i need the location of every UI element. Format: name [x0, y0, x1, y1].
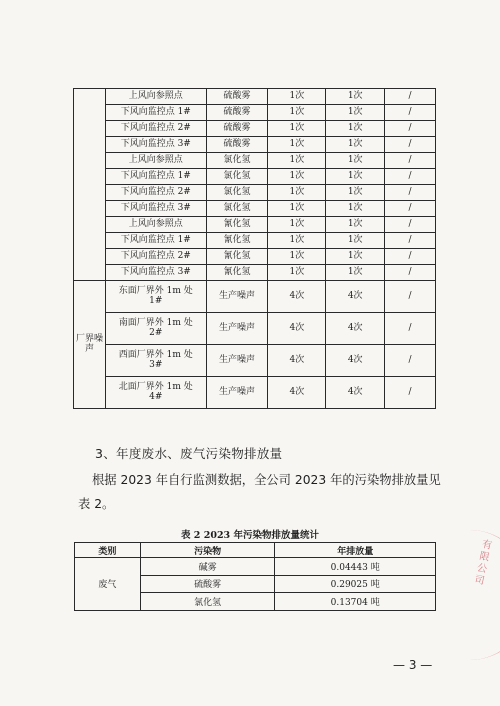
pollutant: 氯化氢 — [140, 593, 275, 611]
planned-frequency: 4次 — [268, 377, 326, 409]
pollutant: 氯化氢 — [206, 185, 268, 201]
point-line-2: 4# — [149, 391, 163, 402]
table-row — [74, 265, 436, 281]
monitoring-frequency-table — [73, 88, 436, 409]
table-row — [74, 249, 436, 265]
planned-frequency: 1次 — [268, 265, 326, 281]
note: / — [385, 265, 436, 281]
category-cell — [74, 89, 106, 281]
pollutant: 氯化氢 — [206, 153, 268, 169]
pollutant: 碱雾 — [140, 558, 275, 576]
table-header-row — [75, 543, 436, 558]
actual-frequency: 4次 — [326, 281, 385, 313]
point-line-2: 2# — [149, 327, 163, 338]
table-row — [74, 185, 436, 201]
pollutant: 氯化氢 — [206, 169, 268, 185]
planned-frequency: 4次 — [268, 281, 326, 313]
actual-frequency: 1次 — [326, 153, 385, 169]
note: / — [385, 377, 436, 409]
table-row — [74, 377, 436, 409]
monitoring-point — [105, 377, 206, 409]
monitoring-point: 下风向监控点 2# — [105, 249, 206, 265]
table-caption: 表 2 2023 年污染物排放量统计 — [181, 530, 319, 541]
monitoring-point: 上风向参照点 — [105, 89, 206, 105]
planned-frequency: 1次 — [268, 169, 326, 185]
note: / — [385, 185, 436, 201]
pollutant: 氰化氢 — [206, 233, 268, 249]
actual-frequency: 1次 — [326, 105, 385, 121]
section-paragraph: 根据 2023 年自行监测数据，全公司 2023 年的污染物排放量见表 2。 — [78, 473, 441, 511]
note: / — [385, 153, 436, 169]
category-cell: 废气 — [75, 558, 141, 611]
actual-frequency: 1次 — [326, 217, 385, 233]
planned-frequency: 1次 — [268, 233, 326, 249]
company-seal-text: 有限公司 — [473, 539, 493, 588]
point-line-1: 东面厂界外 1m 处 — [118, 285, 193, 296]
pollutant: 生产噪声 — [206, 281, 268, 313]
header-amount: 年排放量 — [275, 543, 436, 558]
table-row — [74, 89, 436, 105]
planned-frequency: 1次 — [268, 89, 326, 105]
header-category: 类别 — [75, 543, 141, 558]
emission-table — [74, 542, 436, 611]
section-heading: 3、年度废水、废气污染物排放量 — [95, 446, 283, 461]
planned-frequency: 4次 — [268, 345, 326, 377]
planned-frequency: 1次 — [268, 201, 326, 217]
actual-frequency: 4次 — [326, 377, 385, 409]
table-row — [74, 169, 436, 185]
point-line-2: 3# — [149, 359, 163, 370]
note: / — [385, 281, 436, 313]
pollutant: 硫酸雾 — [206, 89, 268, 105]
table-row — [75, 558, 436, 576]
table-row — [74, 201, 436, 217]
pollutant: 氰化氢 — [206, 249, 268, 265]
annual-amount: 0.04443 吨 — [275, 558, 436, 576]
note: / — [385, 121, 436, 137]
monitoring-point: 下风向监控点 1# — [105, 105, 206, 121]
pollutant: 生产噪声 — [206, 345, 268, 377]
pollutant: 硫酸雾 — [206, 105, 268, 121]
planned-frequency: 1次 — [268, 153, 326, 169]
monitoring-point: 下风向监控点 2# — [105, 185, 206, 201]
point-line-1: 西面厂界外 1m 处 — [118, 349, 193, 360]
monitoring-point: 下风向监控点 1# — [105, 233, 206, 249]
planned-frequency: 1次 — [268, 185, 326, 201]
table-row — [74, 137, 436, 153]
note: / — [385, 137, 436, 153]
planned-frequency: 1次 — [268, 217, 326, 233]
actual-frequency: 1次 — [326, 137, 385, 153]
table-row — [74, 281, 436, 313]
table-row — [74, 105, 436, 121]
pollutant: 硫酸雾 — [140, 575, 275, 593]
actual-frequency: 4次 — [326, 345, 385, 377]
pollutant: 生产噪声 — [206, 313, 268, 345]
table-row — [74, 313, 436, 345]
actual-frequency: 1次 — [326, 201, 385, 217]
monitoring-point — [105, 345, 206, 377]
note: / — [385, 217, 436, 233]
actual-frequency: 1次 — [326, 121, 385, 137]
table-row — [74, 345, 436, 377]
point-line-2: 1# — [149, 295, 163, 306]
pollutant: 硫酸雾 — [206, 137, 268, 153]
note: / — [385, 89, 436, 105]
pollutant: 生产噪声 — [206, 377, 268, 409]
note: / — [385, 169, 436, 185]
table-row — [74, 233, 436, 249]
monitoring-point: 下风向监控点 1# — [105, 169, 206, 185]
planned-frequency: 1次 — [268, 105, 326, 121]
table-row — [74, 121, 436, 137]
planned-frequency: 1次 — [268, 249, 326, 265]
noise-category-cell: 厂界噪声 — [74, 281, 106, 409]
table-row — [74, 217, 436, 233]
actual-frequency: 1次 — [326, 249, 385, 265]
monitoring-point — [105, 281, 206, 313]
note: / — [385, 201, 436, 217]
pollutant: 氰化氢 — [206, 265, 268, 281]
table-row — [74, 153, 436, 169]
planned-frequency: 1次 — [268, 121, 326, 137]
pollutant: 硫酸雾 — [206, 121, 268, 137]
planned-frequency: 4次 — [268, 313, 326, 345]
monitoring-point: 下风向监控点 3# — [105, 265, 206, 281]
monitoring-point: 上风向参照点 — [105, 217, 206, 233]
note: / — [385, 233, 436, 249]
annual-amount: 0.29025 吨 — [275, 575, 436, 593]
monitoring-point: 上风向参照点 — [105, 153, 206, 169]
monitoring-point — [105, 313, 206, 345]
monitoring-point: 下风向监控点 3# — [105, 137, 206, 153]
annual-amount: 0.13704 吨 — [275, 593, 436, 611]
planned-frequency: 1次 — [268, 137, 326, 153]
actual-frequency: 1次 — [326, 185, 385, 201]
page-number: — 3 — — [393, 658, 433, 672]
actual-frequency: 1次 — [326, 233, 385, 249]
pollutant: 氰化氢 — [206, 217, 268, 233]
point-line-1: 南面厂界外 1m 处 — [118, 317, 193, 328]
pollutant: 氯化氢 — [206, 201, 268, 217]
actual-frequency: 1次 — [326, 169, 385, 185]
monitoring-point: 下风向监控点 2# — [105, 121, 206, 137]
note: / — [385, 249, 436, 265]
actual-frequency: 1次 — [326, 265, 385, 281]
header-pollutant: 污染物 — [140, 543, 275, 558]
note: / — [385, 105, 436, 121]
monitoring-point: 下风向监控点 3# — [105, 201, 206, 217]
actual-frequency: 4次 — [326, 313, 385, 345]
note: / — [385, 313, 436, 345]
point-line-1: 北面厂界外 1m 处 — [118, 381, 193, 392]
actual-frequency: 1次 — [326, 89, 385, 105]
note: / — [385, 345, 436, 377]
